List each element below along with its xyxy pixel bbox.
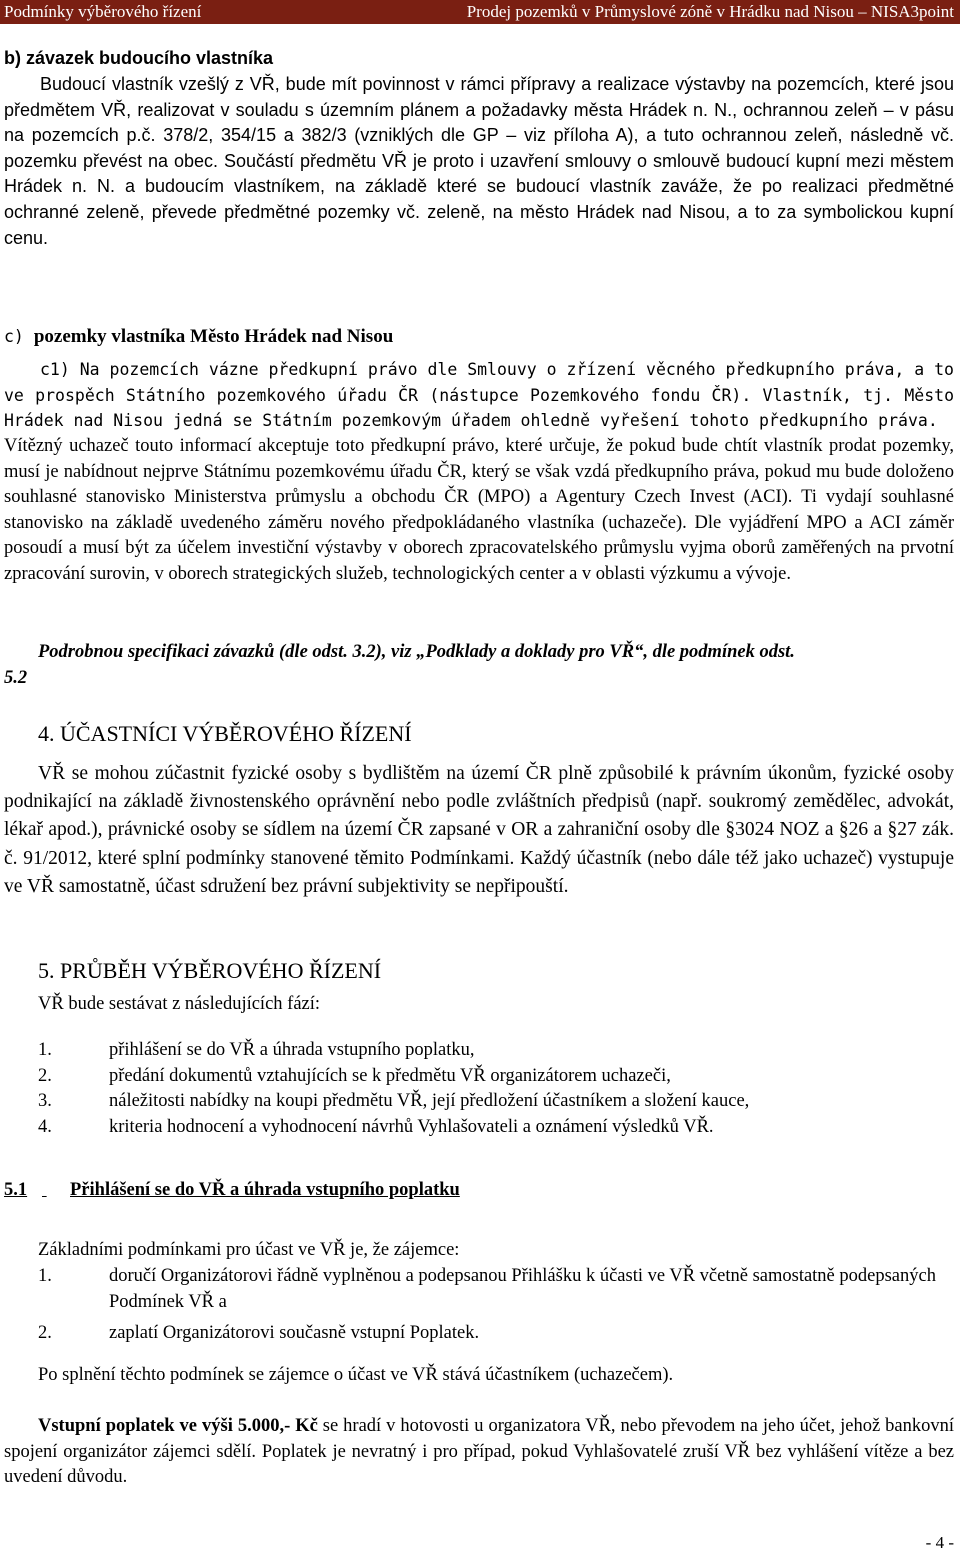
section-5-1-intro: Základními podmínkami pro účast ve VŘ je, že zájemce: [38,1240,460,1260]
section-c-heading [4,324,393,350]
page-number: - 4 - [925,1533,954,1552]
list-item: 4. kriteria hodnocení a vyhodnocení návrhů Vyhlašovateli a oznámení výsledků VŘ. [38,1116,714,1137]
section-b-paragraph: Budoucí vlastník vzešlý z VŘ, bude mít povinnost v rámci přípravy a realizace výstavby na pozemcích, které jsou předmětem VŘ, realizovat v souladu s územním plánem a požadavky města Hrádek n. N., ochrannou zeleň – v pásu na pozemcích p.č. 378/2, 354/15 a 382/3 (vzniklých dle GP – viz příloha A), a tuto ochrannou zeleň, následně vč. pozemku převést na obec. Součástí předmětu VŘ je proto i uzavření smlouvy o smlouvě budoucí kupní mezi městem Hrádek n. N. a budoucím vlastníkem, na základě které se budoucí vlastník zaváže, že po realizaci předmětné ochranné zeleně, převede předmětné pozemky vč. zeleně, na město Hrádek nad Nisou, a to za symbolickou kupní cenu. [4,74,954,248]
conditions-list [38,1264,958,1347]
section-5-1-title: Přihlášení se do VŘ a úhrada vstupního poplatku [70,1180,460,1200]
list-item: 2. předání dokumentů vztahujících se k předmětu VŘ organizátorem uchazeči, [38,1065,671,1086]
phase-list [38,1038,958,1140]
fee-paragraph [4,1414,954,1491]
list-item: 3. náležitosti nabídky na koupi předmětu VŘ, její předložení účastníkem a složení kauce, [38,1091,750,1112]
section-5-1-heading [4,1178,460,1204]
specification-note: Podrobnou specifikaci závazků (dle odst. 3.2), viz „Podklady a doklady pro VŘ“, dle podmínek odst. [38,642,795,662]
section-b-heading: b) závazek budoucího vlastníka [4,48,274,68]
fee-details: se hradí v hotovosti u organizatora VŘ, nebo převodem na jeho účet, jehož bankovní spojení organizátor zájemci sdělí. Poplatek je nevratný i pro případ, pokud Vyhlašovatelé zruší VŘ bez vyhlášení vítěze a bez uvedení důvodu. [4,1416,954,1488]
fee-amount: Vstupní poplatek ve výši 5.000,- Kč [38,1416,318,1436]
page-header [0,0,960,24]
section-5-1-after: Po splnění těchto podmínek se zájemce o účast ve VŘ stává účastníkem (uchazečem). [38,1365,674,1385]
section-4-heading: 4. ÚČASTNÍCI VÝBĚROVÉHO ŘÍZENÍ [38,721,412,746]
list-item: 2. zaplatí Organizátorovi současně vstupní Poplatek. [38,1323,480,1344]
section-c-title: pozemky vlastníka Město Hrádek nad Nisou [33,326,394,347]
section-c1-paragraph: c1) Na pozemcích vázne předkupní právo dle Smlouvy o zřízení věcného předkupního práva, a to ve prospěch Státního pozemkového úřadu ČR (nástupce Pozemkového fondu ČR). Vlastník, tj. Město Hrádek nad Nisou jedná se Státním pozemkovým úřadem ohledně vyřešení tohoto předkupního práva. [4,360,954,431]
section-4-paragraph: VŘ se mohou zúčastnit fyzické osoby s bydlištěm na území ČR plně způsobilé k právním úkonům, fyzické osoby podnikající na základě živnostenského oprávnění nebo podle zvláštních předpisů (např. soukromý zemědělec, advokát, lékař apod.), právnické osoby se sídlem na území ČR zapsané v OR a zahraniční osoby dle §3024 NOZ a §26 a §27 zák. č. 91/2012, které splní podmínky stanovené těmito Podmínkami. Každý účastník (nebo dále též jako uchazeč) vystupuje ve VŘ samostatně, účast sdružení bez právní subjektivity se nepřipouští. [4,763,954,897]
header-left-title: Podmínky výběrového řízení [4,2,202,21]
specification-note-ref: 5.2 [4,668,28,688]
list-item: 1. doručí Organizátorovi řádně vyplněnou a podepsanou Přihlášku k účasti ve VŘ včetně samostatně podepsaných Podmínek VŘ a [38,1266,936,1312]
list-item: 1. přihlášení se do VŘ a úhrada vstupního poplatku, [38,1040,475,1060]
section-c-prefix: c) [4,327,34,346]
section-5-heading: 5. PRŮBĚH VÝBĚROVÉHO ŘÍZENÍ [38,958,382,983]
section-c-rest-paragraph: Vítězný uchazeč touto informací akceptuje toto předkupní právo, které určuje, že pokud bude chtít vlastník prodat pozemky, musí je nabídnout nejprve Státnímu pozemkovému úřadu ČR, který se však vzdá předkupního práva, pokud mu bude doloženo souhlasné stanovisko Ministerstva průmyslu a obchodu ČR (MPO) a Agentury Czech Invest (ACI). Ti vydají souhlasné stanovisko na základě uvedeného záměru nového předpokládaného vlastníka (uchazeče). Dle vyjádření MPO a ACI záměr posoudí a musí být za účelem investiční výstavby v oborech zpracovatelského průmyslu vyjma oborů zaměřených na prvotní zpracování surovin, v oborech strategických služeb, technologických center a v oblasti výzkumu a vývoje. [4,436,954,584]
header-right-title: Prodej pozemků v Průmyslové zóně v Hrádku nad Nisou – NISA3point [466,2,954,21]
section-5-1-number: 5.1 [4,1180,28,1200]
section-5-intro: VŘ bude sestávat z následujících fází: [38,994,321,1014]
